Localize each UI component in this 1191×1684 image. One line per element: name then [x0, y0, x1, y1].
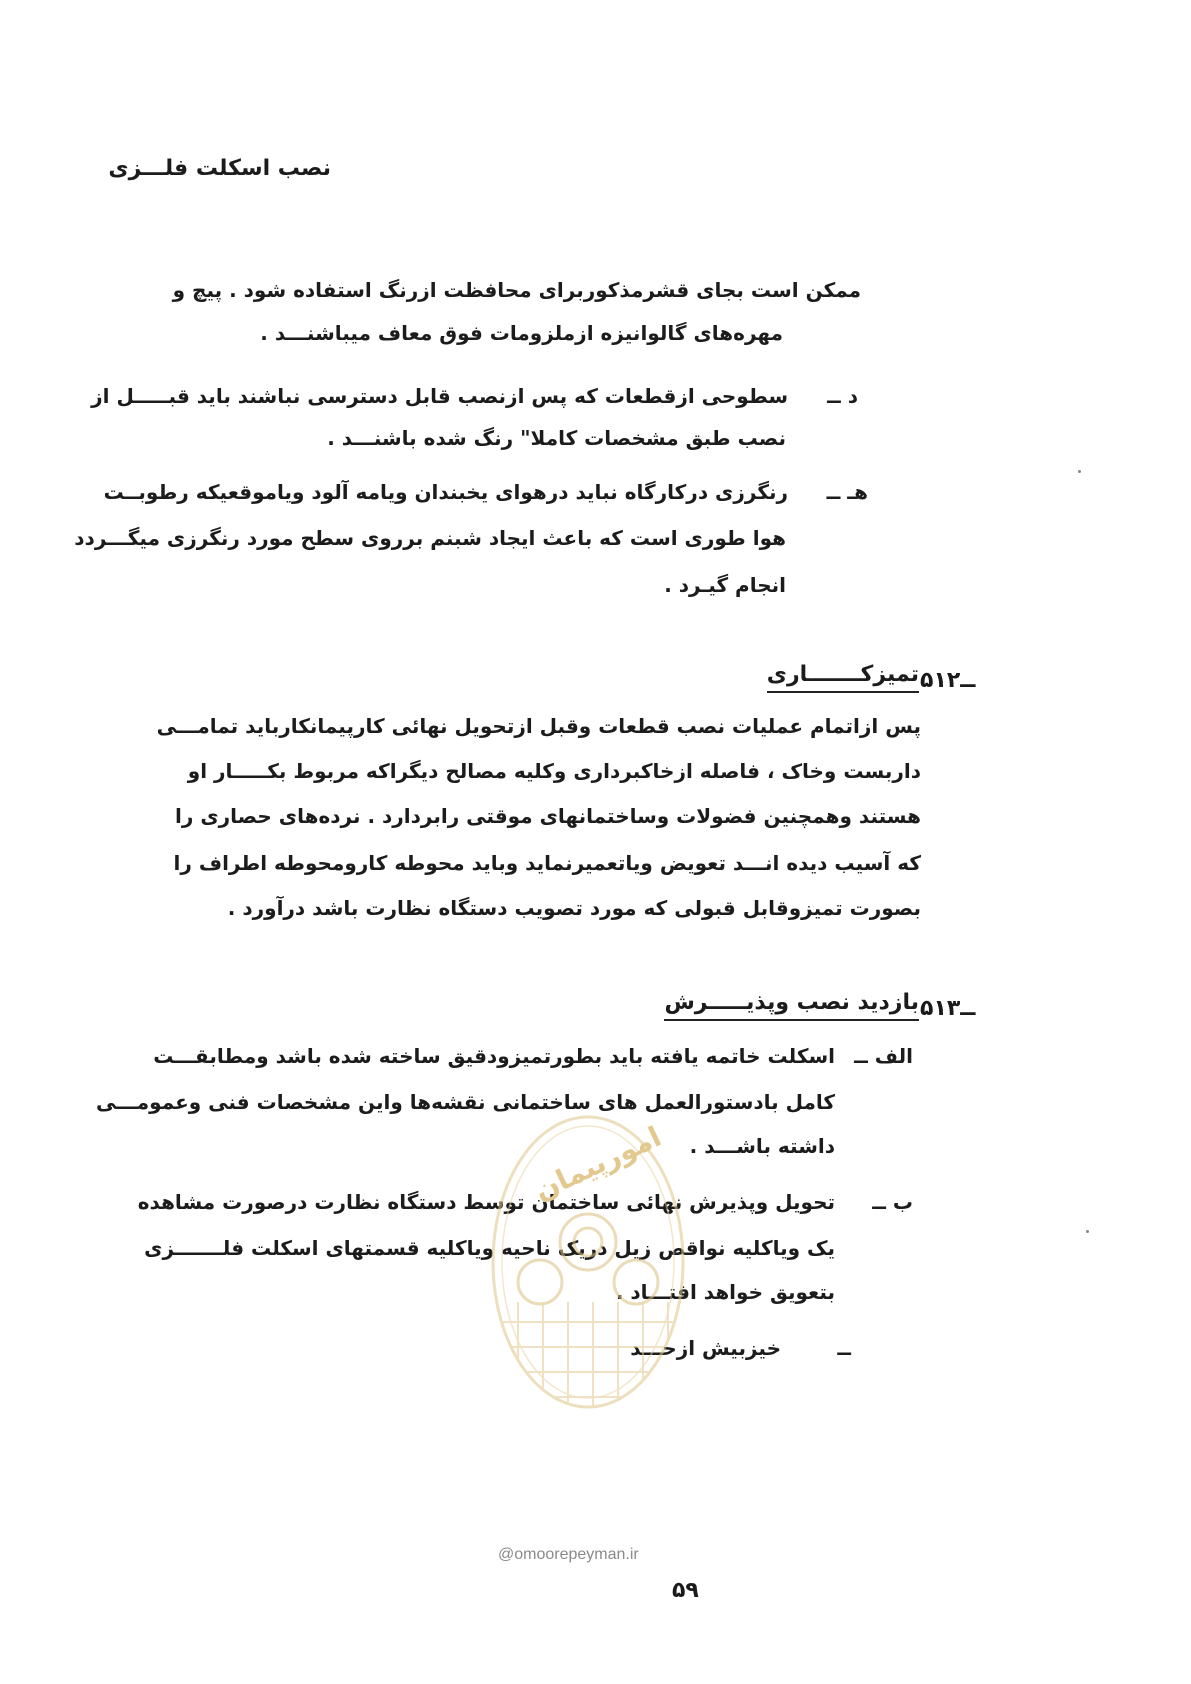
item-h-line-2: هوا طوری است که باعث ایجاد شبنم برروی سطح مورد رنگرزی میگـــردد — [74, 526, 786, 550]
page-number: ۵۹ — [672, 1578, 699, 1603]
item-d-line-2: نصب طبق مشخصات کاملا" رنگ شده باشنـــد . — [327, 426, 786, 450]
item-h-marker: هـ ــ — [826, 480, 868, 504]
item-be-line-1: تحویل وپذیرش نهائی ساختمان توسط دستگاه نظارت درصورت مشاهده — [137, 1190, 835, 1214]
item-alef-line-3: داشته باشـــد . — [689, 1134, 835, 1158]
section-12-line-2: داربست وخاک ، فاصله ازخاکبرداری وکلیه مصالح دیگراکه مربوط بکـــــار او — [187, 759, 921, 783]
item-h-line-3: انجام گیـرد . — [664, 573, 786, 597]
sub-item-text: خیزبیش ازحـــد — [630, 1336, 781, 1360]
section-13-heading — [664, 992, 919, 1014]
scan-speck — [1086, 1230, 1089, 1233]
scan-speck — [1078, 470, 1081, 473]
item-d-marker: د ــ — [827, 384, 858, 408]
section-13-heading-text: بازدید نصب وپذیـــــرش — [664, 990, 919, 1021]
intro-line-1: ممکن است بجای قشرمذکوربرای محافظت ازرنگ استفاده شود . پیچ و — [172, 278, 861, 302]
section-12-heading-text: تمیزکـــــــاری — [767, 662, 919, 693]
item-d-line-1: سطوحی ازقطعات که پس ازنصب قابل دسترسی نباشند باید قبـــــل از — [91, 384, 788, 408]
section-12-line-5: بصورت تمیزوقابل قبولی که مورد تصویب دستگاه نظارت باشد درآورد . — [227, 896, 921, 920]
sub-item-marker: ــ — [837, 1336, 851, 1360]
item-be-line-3: بتعویق خواهد افتـــاد . — [615, 1280, 835, 1304]
section-12-heading — [767, 664, 919, 686]
intro-line-2: مهره‌های گالوانیزه ازملزومات فوق معاف میباشنـــد . — [260, 321, 783, 345]
section-12-line-3: هستند وهمچنین فضولات وساختمانهای موقتی رابردارد . نرده‌های حصاری را — [174, 804, 921, 828]
item-be-line-2: یک ویاکلیه نواقص زیل دریک ناحیه ویاکلیه قسمتهای اسکلت فلـــــــزی — [144, 1236, 835, 1260]
item-be-marker: ب ــ — [872, 1190, 913, 1214]
document-title: نصب اسکلت فلـــزی — [108, 156, 331, 181]
section-12-number: ۵ــ۱۲ — [920, 668, 976, 693]
section-13-number: ۵ــ۱۳ — [920, 996, 976, 1021]
section-12-line-1: پس ازاتمام عملیات نصب قطعات وقبل ازتحویل نهائی کارپیمانکارباید تمامـــی — [156, 714, 921, 738]
item-alef-line-2: کامل بادستورالعمل های ساختمانی نقشه‌ها واین مشخصات فنی وعمومـــی — [96, 1090, 835, 1114]
watermark-site: @omoorepeyman.ir — [498, 1546, 639, 1563]
item-alef-line-1: اسکلت خاتمه یافته باید بطورتمیزودقیق ساخته شده باشد ومطابقـــت — [153, 1044, 835, 1068]
item-alef-marker: الف ــ — [854, 1044, 913, 1068]
item-h-line-1: رنگرزی درکارگاه نباید درهوای یخبندان ویامه آلود ویاموقعیکه رطوبــت — [103, 480, 788, 504]
section-12-line-4: که آسیب دیده انـــد تعویض ویاتعمیرنماید وباید محوطه کارومحوطه اطراف را — [173, 851, 921, 875]
watermark-logo-text: امورپیمان — [529, 1119, 667, 1208]
